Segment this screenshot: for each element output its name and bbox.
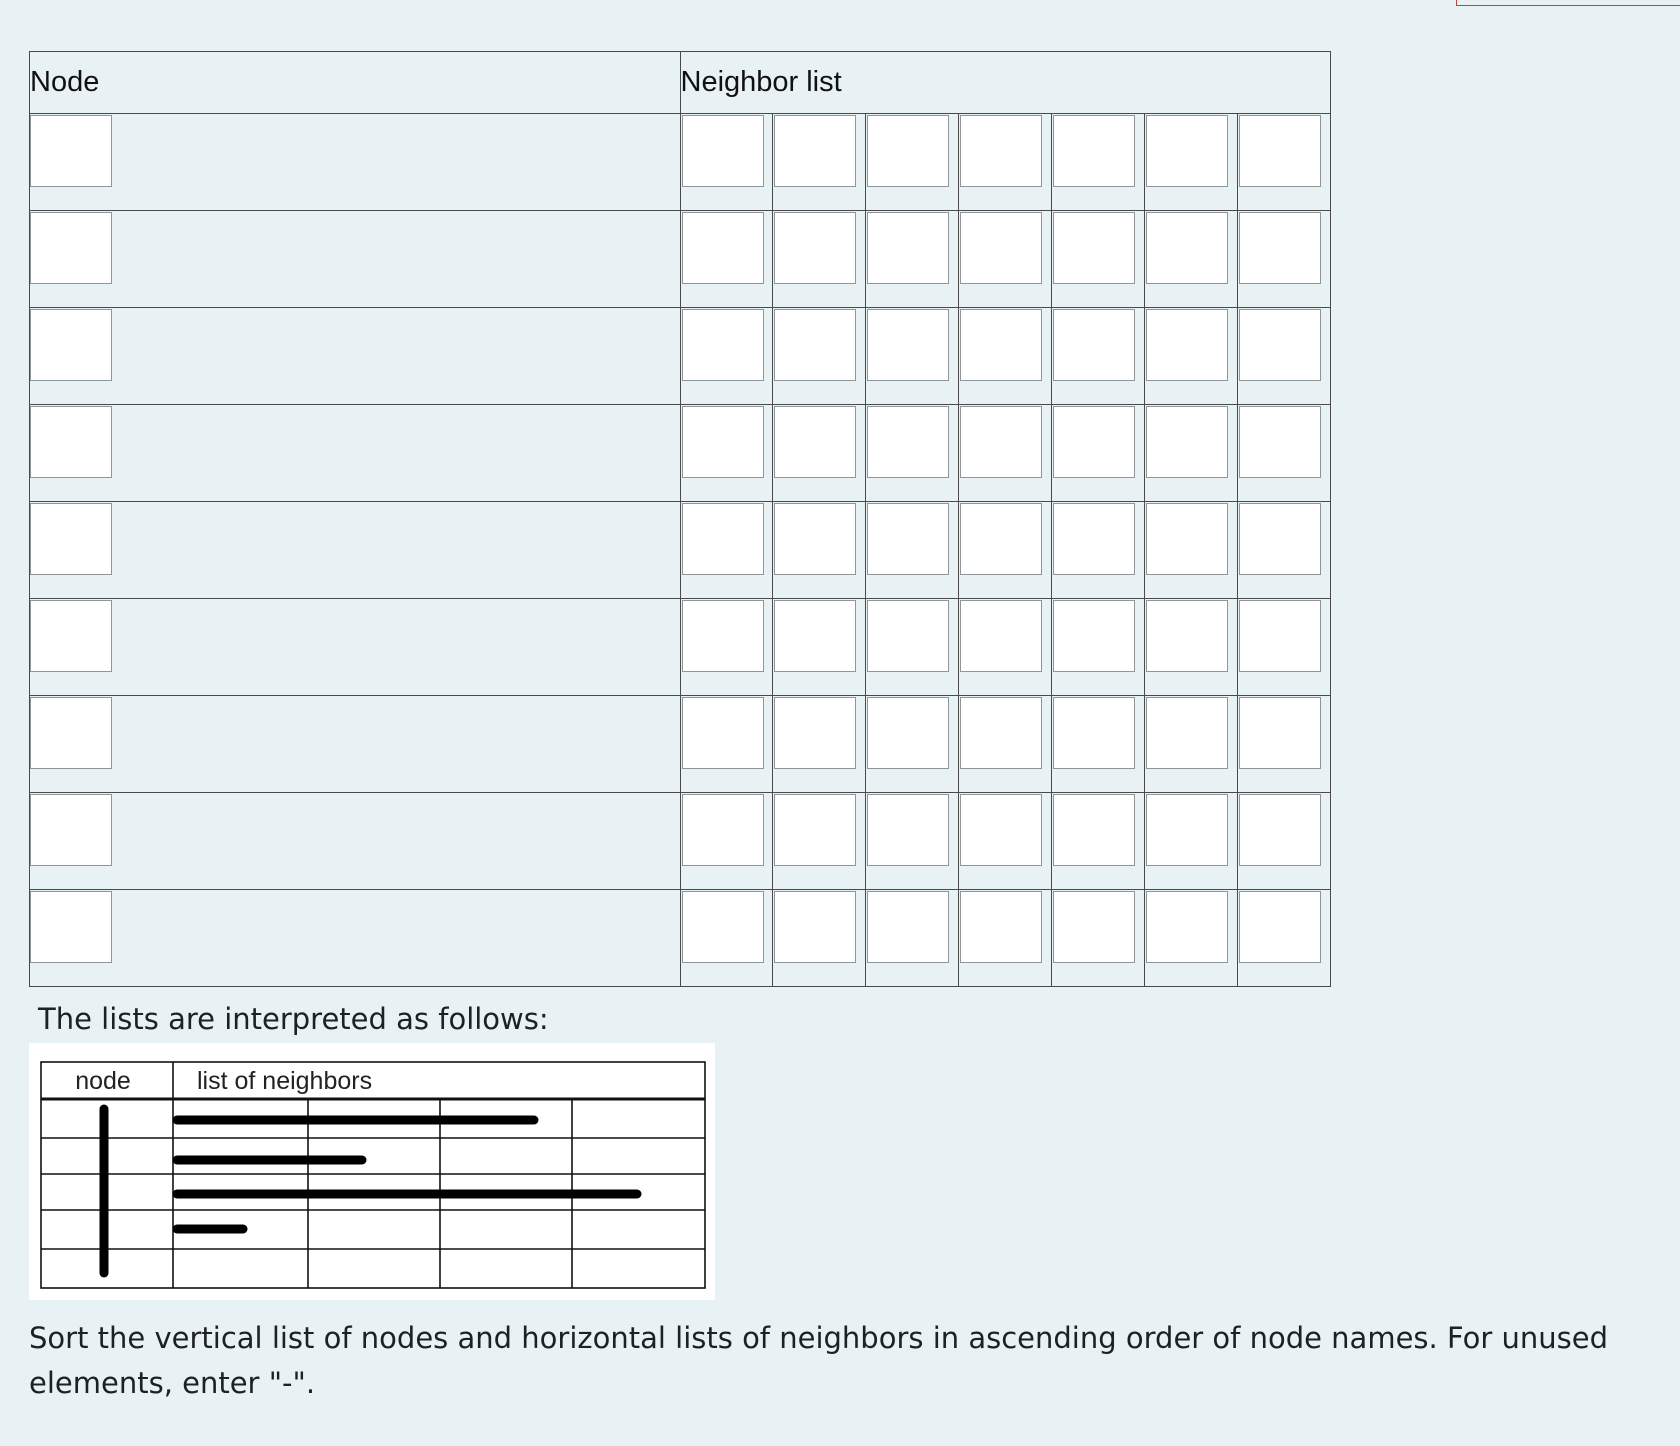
neighbor-input[interactable] bbox=[1146, 406, 1228, 478]
neighbor-cell bbox=[1237, 502, 1330, 599]
neighbor-input[interactable] bbox=[1146, 503, 1228, 575]
neighbor-cell bbox=[1145, 793, 1238, 890]
neighbor-cell bbox=[1052, 114, 1145, 211]
neighbor-input[interactable] bbox=[867, 503, 949, 575]
neighbor-cell bbox=[866, 114, 959, 211]
feedback-box-edge bbox=[1456, 0, 1680, 6]
neighbor-cell bbox=[1052, 696, 1145, 793]
node-cell bbox=[30, 502, 681, 599]
neighbor-input[interactable] bbox=[960, 697, 1042, 769]
neighbor-cell bbox=[1145, 114, 1238, 211]
neighbor-input[interactable] bbox=[682, 503, 764, 575]
neighbor-input[interactable] bbox=[1053, 212, 1135, 284]
neighbor-input[interactable] bbox=[960, 503, 1042, 575]
diagram-neighbors-label: list of neighbors bbox=[197, 1067, 373, 1095]
neighbor-cell bbox=[773, 211, 866, 308]
neighbor-cell bbox=[773, 502, 866, 599]
neighbor-input[interactable] bbox=[682, 115, 764, 187]
neighbor-cell bbox=[866, 696, 959, 793]
neighbor-input[interactable] bbox=[867, 891, 949, 963]
neighbor-cell bbox=[773, 599, 866, 696]
table-row bbox=[30, 793, 1331, 890]
neighbor-input[interactable] bbox=[1239, 503, 1321, 575]
neighbor-input[interactable] bbox=[867, 309, 949, 381]
node-cell bbox=[30, 114, 681, 211]
neighbor-cell bbox=[1237, 696, 1330, 793]
neighbor-cell bbox=[773, 114, 866, 211]
neighbor-input[interactable] bbox=[1053, 697, 1135, 769]
neighbor-input[interactable] bbox=[774, 309, 856, 381]
table-row bbox=[30, 502, 1331, 599]
neighbor-cell bbox=[959, 405, 1052, 502]
neighbor-input[interactable] bbox=[1146, 115, 1228, 187]
node-input[interactable] bbox=[30, 891, 112, 963]
node-input[interactable] bbox=[30, 503, 112, 575]
neighbor-cell bbox=[959, 211, 1052, 308]
neighbor-input[interactable] bbox=[1053, 309, 1135, 381]
neighbor-cell bbox=[866, 793, 959, 890]
neighbor-input[interactable] bbox=[774, 794, 856, 866]
neighbor-cell bbox=[680, 599, 773, 696]
table-header-row bbox=[30, 52, 1331, 114]
neighbor-cell bbox=[680, 502, 773, 599]
neighbor-input[interactable] bbox=[960, 600, 1042, 672]
neighbor-cell bbox=[773, 890, 866, 987]
table-row bbox=[30, 696, 1331, 793]
neighbor-cell bbox=[866, 308, 959, 405]
neighbor-cell bbox=[773, 696, 866, 793]
neighbor-cell bbox=[959, 114, 1052, 211]
neighbor-cell bbox=[1237, 793, 1330, 890]
node-cell bbox=[30, 599, 681, 696]
neighbor-cell bbox=[1237, 599, 1330, 696]
table-row bbox=[30, 599, 1331, 696]
diagram-frame bbox=[41, 1062, 705, 1288]
node-cell bbox=[30, 405, 681, 502]
neighbor-cell bbox=[959, 890, 1052, 987]
neighbor-input[interactable] bbox=[682, 406, 764, 478]
neighbor-input[interactable] bbox=[1053, 891, 1135, 963]
neighbor-input[interactable] bbox=[682, 212, 764, 284]
neighbor-input[interactable] bbox=[774, 891, 856, 963]
neighbor-cell bbox=[866, 405, 959, 502]
node-cell bbox=[30, 793, 681, 890]
neighbor-input[interactable] bbox=[960, 406, 1042, 478]
neighbor-input[interactable] bbox=[867, 697, 949, 769]
neighbor-cell bbox=[959, 696, 1052, 793]
neighbor-cell bbox=[959, 793, 1052, 890]
neighbor-input[interactable] bbox=[1053, 406, 1135, 478]
neighbor-cell bbox=[680, 114, 773, 211]
neighbor-cell bbox=[680, 696, 773, 793]
neighbor-input[interactable] bbox=[1053, 503, 1135, 575]
neighbor-input[interactable] bbox=[1146, 309, 1228, 381]
neighbor-input[interactable] bbox=[774, 697, 856, 769]
neighbor-input[interactable] bbox=[774, 115, 856, 187]
neighbor-list-header: Neighbor list bbox=[680, 52, 1331, 114]
neighbor-cell bbox=[1145, 308, 1238, 405]
diagram-node-label: node bbox=[75, 1067, 131, 1095]
neighbor-input[interactable] bbox=[682, 309, 764, 381]
neighbor-cell bbox=[1237, 211, 1330, 308]
neighbor-cell bbox=[959, 599, 1052, 696]
node-input[interactable] bbox=[30, 406, 112, 478]
neighbor-input[interactable] bbox=[867, 794, 949, 866]
neighbor-cell bbox=[680, 211, 773, 308]
neighbor-input[interactable] bbox=[774, 503, 856, 575]
node-input[interactable] bbox=[30, 600, 112, 672]
neighbor-input[interactable] bbox=[960, 212, 1042, 284]
neighbor-input[interactable] bbox=[960, 309, 1042, 381]
node-input[interactable] bbox=[30, 794, 112, 866]
neighbor-cell bbox=[680, 405, 773, 502]
neighbor-cell bbox=[773, 308, 866, 405]
neighbor-input[interactable] bbox=[867, 406, 949, 478]
neighbor-input[interactable] bbox=[1239, 794, 1321, 866]
neighbor-cell bbox=[866, 502, 959, 599]
neighbor-input[interactable] bbox=[1239, 600, 1321, 672]
neighbor-input[interactable] bbox=[1053, 600, 1135, 672]
neighbor-cell bbox=[680, 793, 773, 890]
node-input[interactable] bbox=[30, 697, 112, 769]
neighbor-cell bbox=[1145, 696, 1238, 793]
neighbor-cell bbox=[1145, 599, 1238, 696]
neighbor-input[interactable] bbox=[1146, 600, 1228, 672]
neighbor-cell bbox=[1052, 308, 1145, 405]
neighbor-cell bbox=[866, 211, 959, 308]
neighbor-input[interactable] bbox=[682, 891, 764, 963]
neighbor-cell bbox=[1237, 405, 1330, 502]
neighbor-input[interactable] bbox=[1239, 891, 1321, 963]
neighbor-input[interactable] bbox=[1239, 406, 1321, 478]
neighbor-input[interactable] bbox=[1146, 212, 1228, 284]
neighbor-input[interactable] bbox=[960, 891, 1042, 963]
neighbor-cell bbox=[959, 308, 1052, 405]
neighbor-input[interactable] bbox=[1239, 309, 1321, 381]
neighbor-cell bbox=[1145, 502, 1238, 599]
node-cell bbox=[30, 696, 681, 793]
node-input[interactable] bbox=[30, 212, 112, 284]
node-cell bbox=[30, 211, 681, 308]
node-input[interactable] bbox=[30, 115, 112, 187]
neighbor-cell bbox=[773, 793, 866, 890]
neighbor-cell bbox=[959, 502, 1052, 599]
neighbor-cell bbox=[1052, 502, 1145, 599]
neighbor-input[interactable] bbox=[1239, 697, 1321, 769]
neighbor-cell bbox=[680, 890, 773, 987]
interpretation-note: The lists are interpreted as follows: bbox=[38, 1002, 549, 1036]
neighbor-input[interactable] bbox=[867, 600, 949, 672]
neighbor-input[interactable] bbox=[682, 600, 764, 672]
neighbor-input[interactable] bbox=[774, 406, 856, 478]
neighbor-input[interactable] bbox=[960, 115, 1042, 187]
neighbor-cell bbox=[1237, 890, 1330, 987]
neighbor-cell bbox=[1145, 890, 1238, 987]
table-row bbox=[30, 308, 1331, 405]
neighbor-input[interactable] bbox=[1239, 115, 1321, 187]
neighbor-cell bbox=[866, 890, 959, 987]
neighbor-input[interactable] bbox=[774, 212, 856, 284]
neighbor-cell bbox=[1052, 793, 1145, 890]
neighbor-input[interactable] bbox=[1146, 891, 1228, 963]
neighbor-input[interactable] bbox=[1239, 212, 1321, 284]
neighbor-cell bbox=[1237, 308, 1330, 405]
neighbor-cell bbox=[1052, 599, 1145, 696]
node-cell bbox=[30, 890, 681, 987]
neighbor-cell bbox=[1052, 211, 1145, 308]
node-input[interactable] bbox=[30, 309, 112, 381]
neighbor-input[interactable] bbox=[867, 212, 949, 284]
neighbor-input[interactable] bbox=[1146, 697, 1228, 769]
table-row bbox=[30, 890, 1331, 987]
neighbor-cell bbox=[1052, 405, 1145, 502]
instructions-text: Sort the vertical list of nodes and horizontal lists of neighbors in ascending order of node names. For unused elements, enter "-". bbox=[29, 1321, 1608, 1400]
neighbor-cell bbox=[1145, 405, 1238, 502]
node-column-header: Node bbox=[30, 52, 681, 114]
neighbor-cell bbox=[680, 308, 773, 405]
neighbor-input[interactable] bbox=[960, 794, 1042, 866]
neighbor-input[interactable] bbox=[682, 697, 764, 769]
neighbor-cell bbox=[866, 599, 959, 696]
adjacency-list-table bbox=[29, 51, 1331, 987]
neighbor-cell bbox=[1145, 211, 1238, 308]
neighbor-input[interactable] bbox=[1053, 115, 1135, 187]
table-row bbox=[30, 405, 1331, 502]
neighbor-cell bbox=[1237, 114, 1330, 211]
neighbor-cell bbox=[773, 405, 866, 502]
neighbor-input[interactable] bbox=[682, 794, 764, 866]
neighbor-input[interactable] bbox=[774, 600, 856, 672]
interpretation-diagram bbox=[29, 1043, 715, 1300]
neighbor-input[interactable] bbox=[1053, 794, 1135, 866]
node-cell bbox=[30, 308, 681, 405]
table-row bbox=[30, 211, 1331, 308]
neighbor-cell bbox=[1052, 890, 1145, 987]
neighbor-input[interactable] bbox=[1146, 794, 1228, 866]
neighbor-input[interactable] bbox=[867, 115, 949, 187]
table-row bbox=[30, 114, 1331, 211]
